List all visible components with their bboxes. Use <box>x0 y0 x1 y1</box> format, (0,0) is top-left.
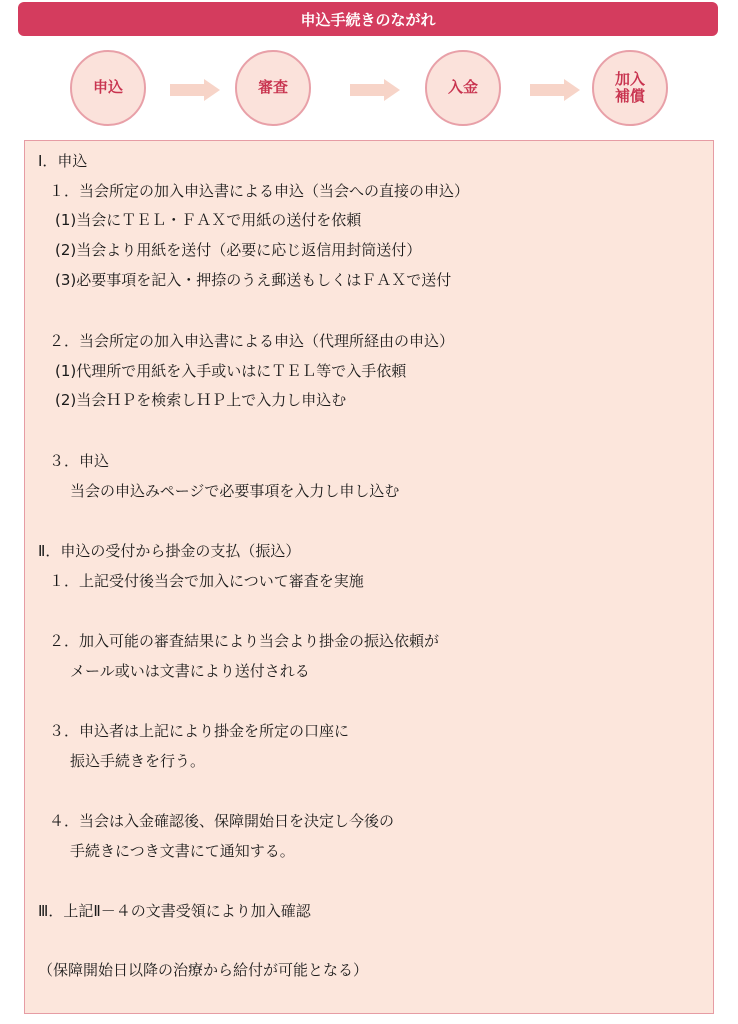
item-title: １．上記受付後当会で加入について審査を実施 <box>49 572 364 590</box>
item-title: ３．申込者は上記により掛金を所定の口座に <box>49 722 350 740</box>
step-label: 加入 補償 <box>614 69 645 105</box>
item-title: ３．申込 <box>49 452 110 470</box>
item-title: ４．当会は入金確認後、保障開始日を決定し今後の <box>49 812 395 830</box>
item-line: 手続きにつき文書にて通知する。 <box>70 842 295 860</box>
process-flow <box>0 0 738 140</box>
step-review <box>235 50 311 126</box>
section-heading: Ⅰ．申込 <box>38 152 88 170</box>
item-line: (2)当会より用紙を送付（必要に応じ返信用封筒送付） <box>55 241 422 259</box>
item-line: (1)代理所で用紙を入手或いはにＴＥＬ等で入手依頼 <box>55 362 407 380</box>
item-title: ２．当会所定の加入申込書による申込（代理所経由の申込） <box>49 332 455 350</box>
step-label: 入金 <box>447 78 478 97</box>
arrow-right-icon <box>170 79 220 101</box>
item-title: ２．加入可能の審査結果により当会より掛金の振込依頼が <box>49 632 440 650</box>
step-label: 審査 <box>257 78 288 97</box>
item-line: 当会の申込みページで必要事項を入力し申し込む <box>70 482 400 500</box>
item-line: メール或いは文書により送付される <box>70 662 310 680</box>
section-heading: Ⅱ．申込の受付から掛金の支払（振込） <box>38 542 301 560</box>
item-title: １．当会所定の加入申込書による申込（当会への直接の申込） <box>49 182 470 200</box>
step-payment <box>425 50 501 126</box>
item-line: (2)当会ＨＰを検索しＨＰ上で入力し申込む <box>55 391 347 409</box>
item-line: (3)必要事項を記入・押捺のうえ郵送もしくはＦＡＸで送付 <box>55 271 452 289</box>
procedure-details <box>24 140 714 1014</box>
item-line: (1)当会にＴＥＬ・ＦＡＸで用紙の送付を依頼 <box>55 211 362 229</box>
step-application <box>70 50 146 126</box>
section-heading: Ⅲ．上記Ⅱ－４の文書受領により加入確認 <box>38 902 311 920</box>
step-label: 申込 <box>92 78 123 97</box>
step-enrollment-coverage <box>592 50 668 126</box>
footnote: （保障開始日以降の治療から給付が可能となる） <box>38 961 369 979</box>
item-line: 振込手続きを行う。 <box>70 752 206 770</box>
arrow-right-icon <box>530 79 580 101</box>
arrow-right-icon <box>350 79 400 101</box>
page-title-text: 申込手続きのながれ <box>300 10 436 29</box>
